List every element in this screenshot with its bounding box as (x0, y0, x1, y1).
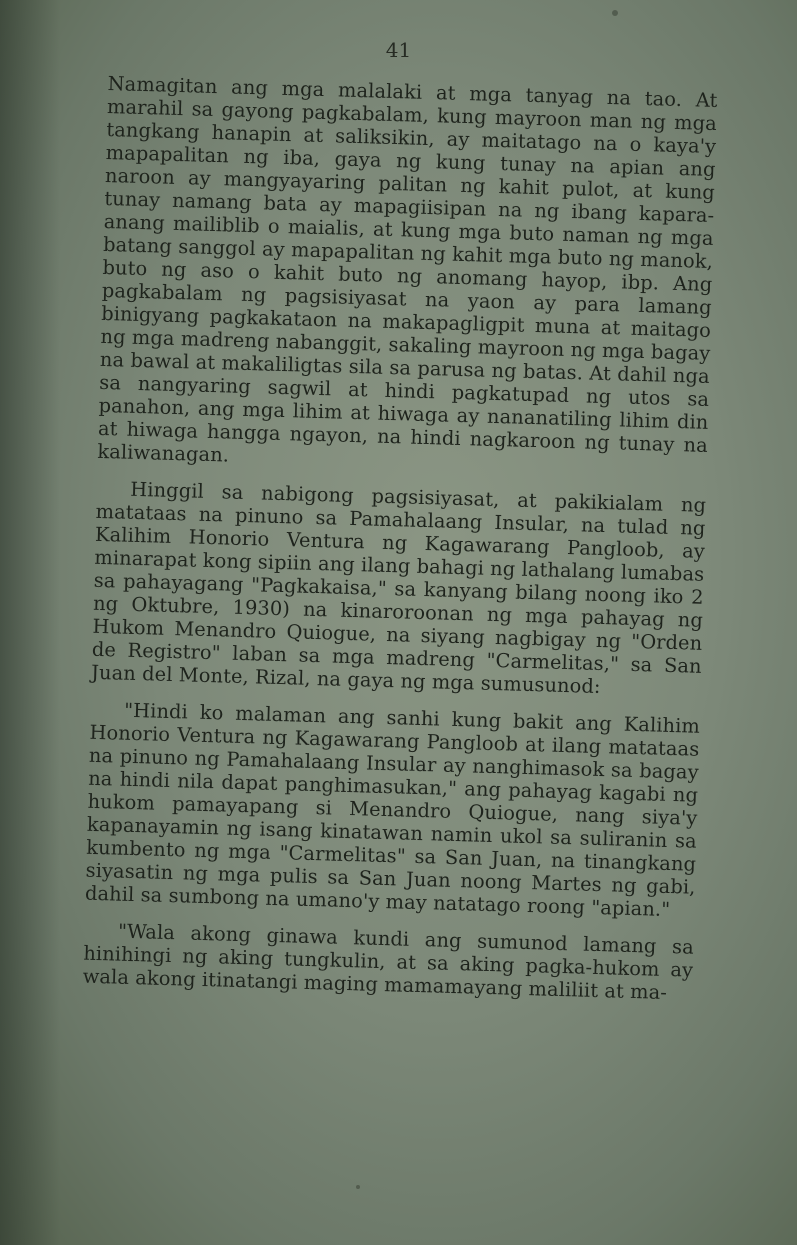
paragraph-1: Namagitan ang mga malalaki at mga tanyag na tao. At marahil sa gayong pagkabalam, kung mayroon man ng mga tangkang hanapin at saliksikin, ay maitatago na o kaya'y mapapalitan ng iba, gaya ng kung tunay na apian ang naroon ay mangyayaring palitan ng kahit pulot, at kung tunay namang bata ay mapagiisipan na ng ibang kapara-anang mailiblib o maialis, at kung mga buto naman ng mga batang sanggol ay mapapalitan ng kahit mga buto ng manok, buto ng aso o kahit buto ng anomang hayop, ibp. Ang pagkabalam ng pagsisiyasat na yaon ay para lamang binigyang pagkakataon na makapagligpit muna at maitago ng mga madreng nabanggit, sakaling mayroon ng mga bagay na bawal at makaliligtas sila sa parusa ng batas. At dahil nga sa nangyaring sagwil at hindi pagkatupad ng utos sa panahon, ang mga lihim at hiwaga ay nananatiling lihim din at hiwaga hangga ngayon, na hindi nagkaroon ng tunay na kaliwanagan. (97, 72, 718, 467)
paragraph-2: Hinggil sa nabigong pagsisiyasat, at pakikialam ng matataas na pinuno sa Pamahalaang Insular, na tulad ng Kalihim Honorio Ventura ng Kagawarang Pangloob, ay minarapat kong sipiin ang ilang bahagi ng lathalang lumabas sa pahayagang "Pagkakaisa," sa kanyang bilang noong iko 2 ng Oktubre, 1930) na kinaroroonan ng mga pahayag ng Hukom Menandro Quiogue, na siyang nagbigay ng "Orden de Registro" laban sa mga madreng "Carmelitas," sa San Juan del Monte, Rizal, na gaya ng mga sumusunod: (90, 477, 707, 698)
page-number: 41 (385, 38, 412, 62)
ink-speck (612, 10, 618, 16)
paragraph-4: "Wala akong ginawa kundi ang sumunod lamang sa hinihingi ng aking tungkulin, at sa aking pagka-hukom ay wala akong itinatangi maging mamamayang maliliit at ma- (82, 919, 695, 1004)
page-edge-shadow (0, 0, 60, 1245)
body-text (82, 72, 717, 1005)
paragraph-3: "Hindi ko malaman ang sanhi kung bakit ang Kalihim Honorio Ventura ng Kagawarang Pangloob at ilang matataas na pinuno ng Pamahalaang Insular ay nanghimasok sa bagay na hindi nila dapat panghimasukan," ang pahayag kagabi ng hukom pamayapang si Menandro Quiogue, nang siya'y kapanayamin ng isang kinatawan namin ukol sa suliranin sa kumbento ng mga "Carmelitas" sa San Juan, na tinangkang siyasatin ng mga pulis sa San Juan noong Martes ng gabi, dahil sa sumbong na umano'y may natatago roong "apian." (84, 698, 701, 922)
ink-speck (356, 1185, 360, 1189)
